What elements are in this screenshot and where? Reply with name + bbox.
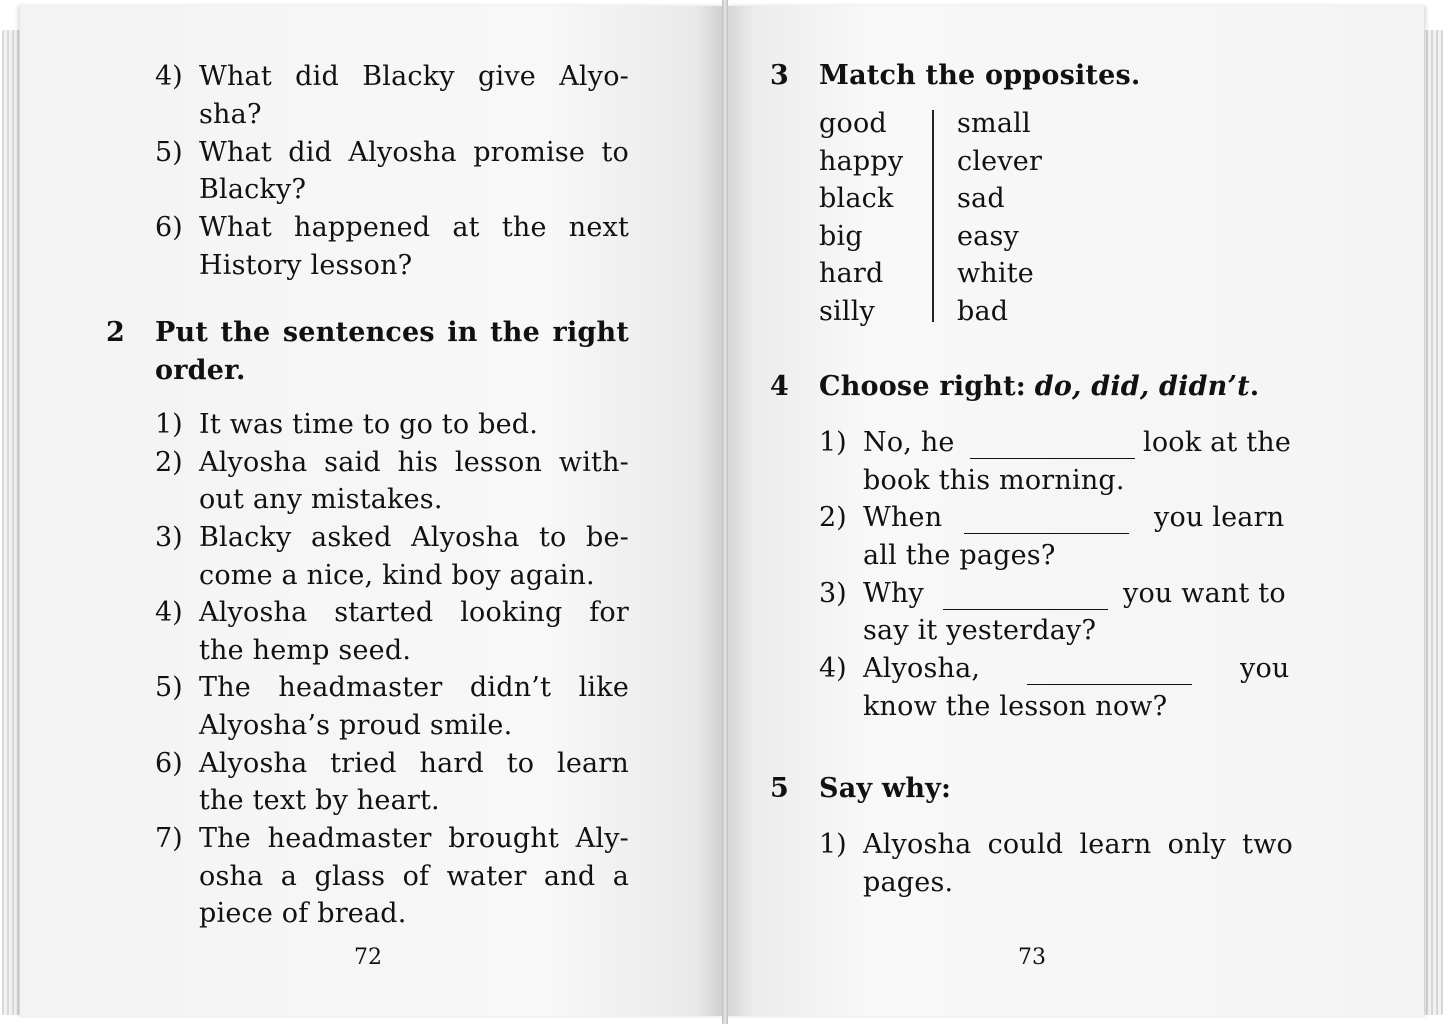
answer-blank[interactable]: [964, 511, 1129, 534]
word: small: [957, 108, 1031, 139]
exercise-options: do, did, didn’t: [1034, 371, 1250, 402]
item-text: It was time to go to bed.: [199, 409, 539, 440]
word: bad: [957, 296, 1009, 327]
word: white: [957, 258, 1034, 289]
column-divider: [932, 110, 934, 322]
item-text: What happened at the next: [199, 212, 629, 243]
word: black: [819, 183, 894, 214]
item-text: pages.: [863, 867, 954, 898]
item-text: The headmaster didn’t like: [199, 672, 629, 703]
word: silly: [819, 296, 876, 327]
item-text: Alyosha’s proud smile.: [199, 710, 513, 741]
item-number: 1): [819, 829, 847, 860]
item-number: 4): [155, 597, 183, 628]
item-text: the hemp seed.: [199, 635, 412, 666]
exercise-number: 4: [770, 371, 789, 402]
item-number: 4): [155, 61, 183, 92]
item-text-before: Alyosha,: [863, 653, 981, 684]
item-number: 7): [155, 823, 183, 854]
exercise-title: order.: [155, 355, 246, 386]
word: easy: [957, 221, 1019, 252]
item-text: Alyosha started looking for: [199, 597, 629, 628]
word: sad: [957, 183, 1005, 214]
item-text: piece of bread.: [199, 898, 407, 929]
item-number: 3): [155, 522, 183, 553]
item-text: Blacky asked Alyosha to be-: [199, 522, 629, 553]
item-text: Blacky?: [199, 174, 307, 205]
exercise-number: 5: [770, 773, 789, 804]
book-gutter: [722, 0, 728, 1024]
item-number: 3): [819, 578, 847, 609]
item-text-after: you: [1240, 653, 1290, 684]
word: hard: [819, 258, 884, 289]
item-number: 1): [155, 409, 183, 440]
word: happy: [819, 146, 904, 177]
exercise-number: 3: [770, 60, 789, 91]
word: clever: [957, 146, 1043, 177]
answer-blank[interactable]: [943, 587, 1108, 610]
item-text: out any mistakes.: [199, 484, 443, 515]
exercise-title: Put the sentences in the right: [155, 317, 629, 348]
item-text: osha a glass of water and a: [199, 861, 629, 892]
word: good: [819, 108, 887, 139]
exercise-title-text: Choose right:: [819, 371, 1026, 402]
answer-blank[interactable]: [970, 436, 1135, 459]
item-number: 2): [819, 502, 847, 533]
item-text: What did Alyosha promise to: [199, 137, 629, 168]
item-text-before: No, he: [863, 427, 955, 458]
item-text: What did Blacky give Alyo-: [199, 61, 629, 92]
item-number: 2): [155, 447, 183, 478]
item-text: the text by heart.: [199, 785, 440, 816]
item-text: History lesson?: [199, 250, 413, 281]
item-number: 6): [155, 212, 183, 243]
item-text-after: look at the: [1143, 427, 1292, 458]
exercise-title: [819, 368, 1259, 406]
item-text: The headmaster brought Aly-: [199, 823, 629, 854]
item-text: all the pages?: [863, 540, 1056, 571]
exercise-number: 2: [106, 317, 125, 348]
item-number: 5): [155, 137, 183, 168]
item-text-after: you learn: [1154, 502, 1285, 533]
exercise-title: Say why:: [819, 773, 952, 804]
item-text: sha?: [199, 99, 262, 130]
item-text: come a nice, kind boy again.: [199, 560, 595, 591]
exercise-title-period: .: [1249, 371, 1260, 402]
item-text: Alyosha tried hard to learn: [199, 748, 629, 779]
item-text: book this morning.: [863, 465, 1125, 496]
item-text-before: When: [863, 502, 943, 533]
item-text: Alyosha could learn only two: [863, 829, 1293, 860]
answer-blank[interactable]: [1027, 662, 1192, 685]
exercise-title: Match the opposites.: [819, 60, 1141, 91]
item-number: 6): [155, 748, 183, 779]
page-number-left: 72: [354, 945, 382, 970]
item-text-before: Why: [863, 578, 924, 609]
page-number-right: 73: [1018, 945, 1046, 970]
item-number: 4): [819, 653, 847, 684]
item-text: say it yesterday?: [863, 615, 1097, 646]
item-number: 1): [819, 427, 847, 458]
item-text: know the lesson now?: [863, 691, 1168, 722]
item-text: Alyosha said his lesson with-: [199, 447, 629, 478]
item-text-after: you want to: [1123, 578, 1286, 609]
item-number: 5): [155, 672, 183, 703]
word: big: [819, 221, 863, 252]
